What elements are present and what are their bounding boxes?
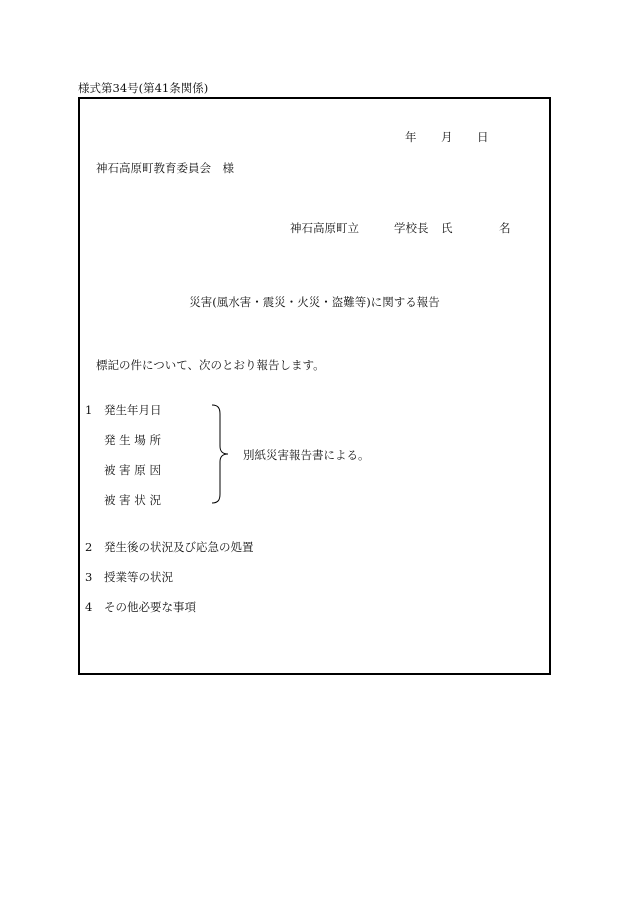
report-title: 災害(風水害・震災・火災・盗難等)に関する報告 [189, 295, 440, 309]
sender-principal: 学校長 [394, 221, 429, 235]
date-day-label: 日 [477, 130, 489, 144]
item-1-sub-date [104, 403, 162, 417]
item-4-label: その他必要な事項 [104, 600, 196, 614]
addressee: 神石高原町教育委員会 様 [96, 161, 234, 175]
item-3-label: 授業等の状況 [104, 570, 173, 584]
item-1-sub-status-text: 被 害 状 況 [104, 493, 161, 507]
date-month-label: 月 [441, 130, 453, 144]
item-2-label: 発生後の状況及び応急の処置 [104, 540, 254, 554]
sender-name-label-2: 名 [499, 221, 511, 235]
form-frame [78, 97, 551, 675]
item-1-sub-status [104, 493, 159, 507]
curly-brace-path [212, 405, 228, 503]
form-number: 様式第34号(第41条関係) [78, 81, 209, 95]
date-year-label: 年 [405, 130, 417, 144]
item-1-sub-date-text: 発生年月日 [104, 403, 162, 417]
sender-name-label-1: 氏 [441, 221, 453, 235]
item-1-sub-cause [104, 463, 159, 477]
item-1-sub-place [104, 433, 159, 447]
item-3-number: 3 [85, 570, 93, 584]
item-1-sub-cause-text: 被 害 原 因 [104, 463, 161, 477]
intro-text: 標記の件について、次のとおり報告します。 [96, 358, 325, 372]
item-2-number: 2 [85, 540, 93, 554]
sender-school: 神石高原町立 [290, 221, 359, 235]
item-1-sub-place-text: 発 生 場 所 [104, 433, 161, 447]
item-4-number: 4 [85, 600, 93, 614]
item-1-note: 別紙災害報告書による。 [243, 448, 370, 462]
item-1-number: 1 [85, 403, 93, 417]
curly-brace-icon [209, 403, 233, 505]
